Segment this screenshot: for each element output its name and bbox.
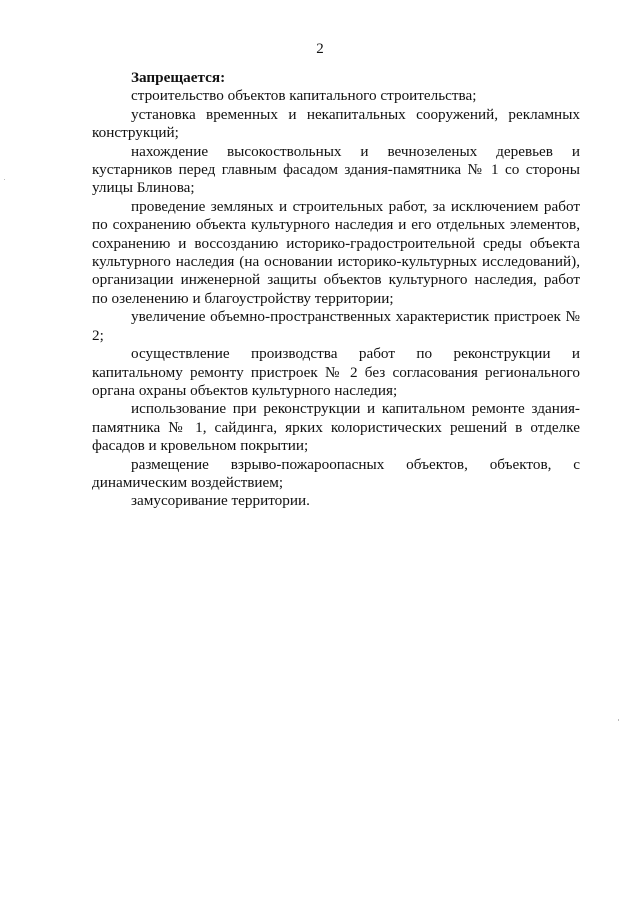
list-item: размещение взрыво-пожароопасных объектов, объектов, с динамическим воздействием; bbox=[92, 455, 580, 491]
page-number: 2 bbox=[316, 41, 324, 57]
list-item: строительство объектов капитального строительства; bbox=[131, 87, 477, 105]
section-heading: Запрещается: bbox=[131, 69, 226, 86]
list-item: использование при реконструкции и капитальном ремонте здания-памятника № 1, сайдинга, ярких колористических решений в отделке фасадов и кровельном покрытии; bbox=[92, 400, 580, 455]
list-item: увеличение объемно-пространственных характеристик пристроек № 2; bbox=[92, 308, 580, 344]
list-item: установка временных и некапитальных сооружений, рекламных конструкций; bbox=[92, 105, 580, 142]
list-item: проведение земляных и строительных работ, за исключением работ по сохранению объекта культурного наследия и его отдельных элементов, сохранению и воссозданию историко-градостроительной среды объекта культурного наследия (на основании историко-культурных исследований), организации инженерной защиты объектов культурного наследия, работ по озеленению и благоустройству территории; bbox=[92, 197, 580, 307]
list-item: замусоривание территории. bbox=[131, 492, 310, 510]
scan-speck bbox=[4, 179, 5, 180]
scan-speck bbox=[618, 719, 619, 721]
list-item: осуществление производства работ по реконструкции и капитальному ремонту пристроек № 2 без согласования регионального органа охраны объектов культурного наследия; bbox=[92, 345, 580, 399]
list-item: нахождение высокоствольных и вечнозеленых деревьев и кустарников перед главным фасадом здания-памятника № 1 со стороны улицы Блинова; bbox=[92, 142, 580, 197]
document-body bbox=[92, 69, 580, 511]
